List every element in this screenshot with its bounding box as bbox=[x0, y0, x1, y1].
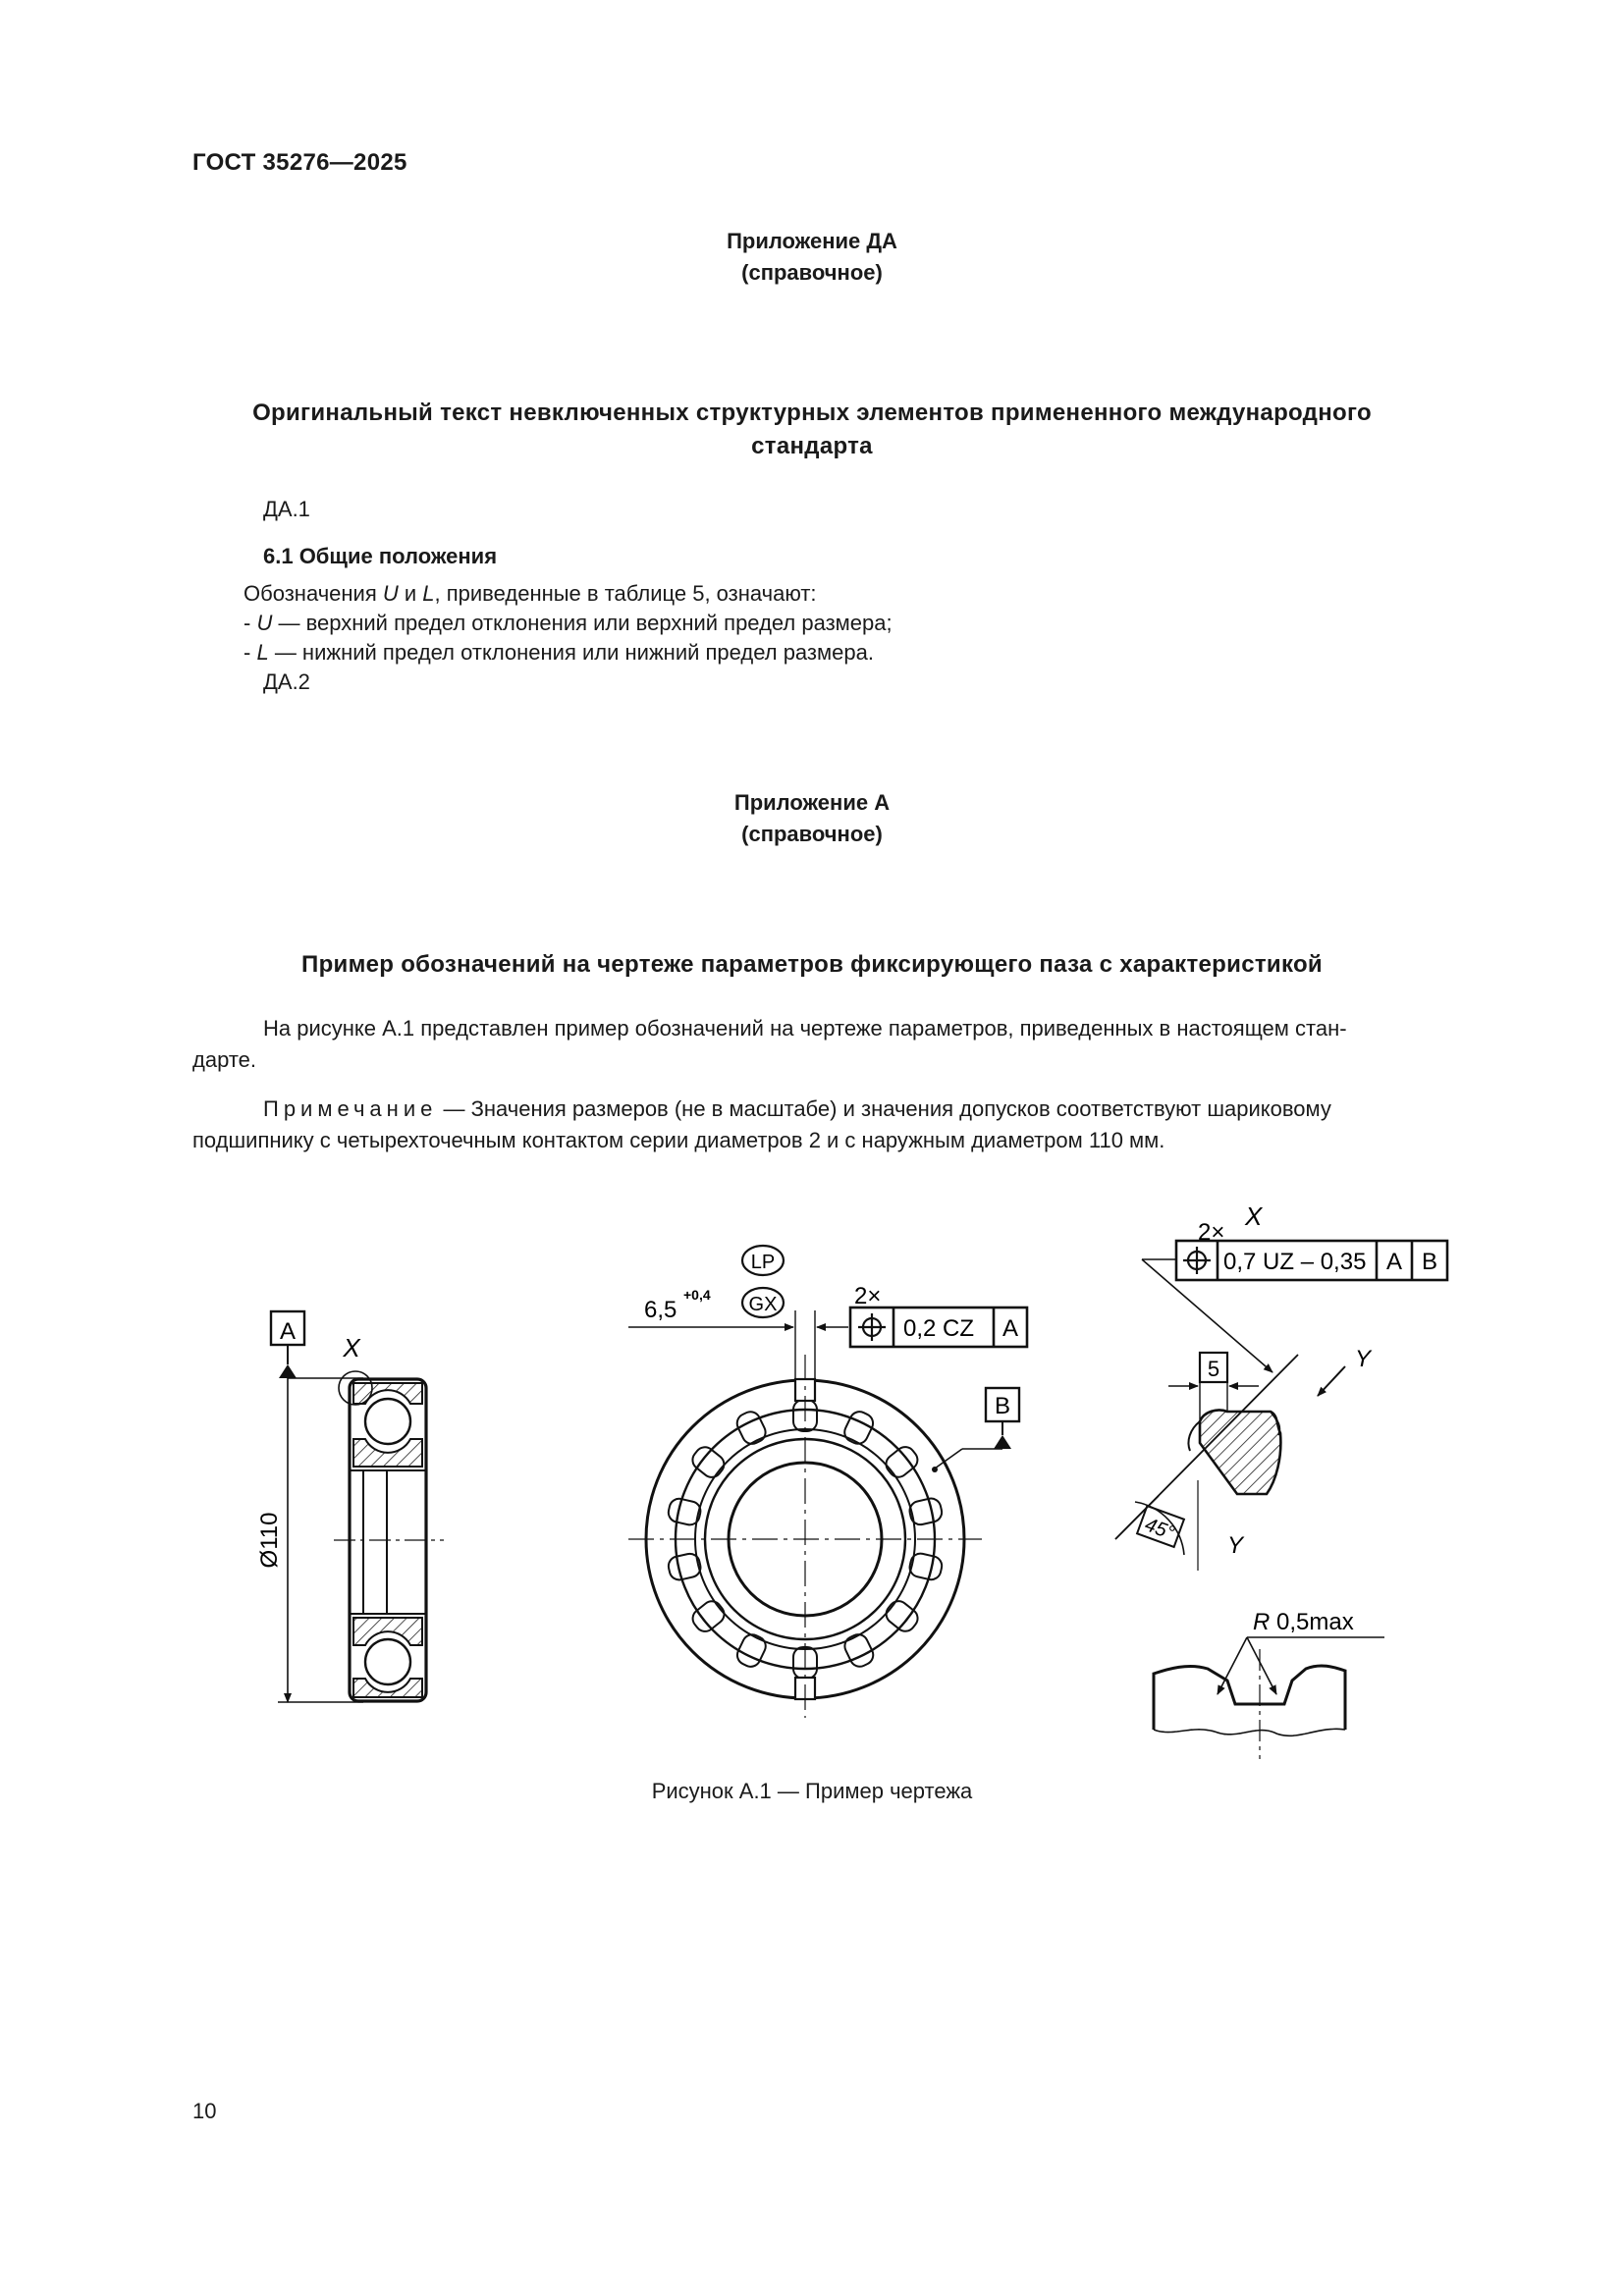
radius-detail-view bbox=[1154, 1637, 1384, 1759]
dash: - bbox=[244, 611, 257, 635]
section-6-1-title: 6.1 Общие положения bbox=[263, 544, 498, 568]
intro-text-b: и bbox=[398, 581, 423, 606]
note-label: Примечание bbox=[263, 1096, 438, 1121]
detail-tolerance-value: 0,7 UZ – 0,35 bbox=[1223, 1249, 1367, 1275]
definition-l-text: — нижний предел отклонения или нижний предел размера. bbox=[268, 640, 874, 665]
detail-count-2x: 2× bbox=[1198, 1219, 1225, 1246]
detail-x-label: X bbox=[343, 1333, 360, 1362]
datum-triangle-icon bbox=[279, 1364, 297, 1378]
var-l: L bbox=[256, 640, 269, 665]
groove-profile bbox=[1154, 1666, 1345, 1730]
intro-text-c: , приведенные в таблице 5, означают: bbox=[434, 581, 817, 606]
ball-top bbox=[365, 1399, 410, 1444]
item-da2: ДА.2 bbox=[263, 669, 310, 694]
note-line: подшипнику с четырехточечным контактом серии диаметров 2 и с наружным диаметром 110 мм. bbox=[192, 1128, 1165, 1152]
angle-45-value: 45° bbox=[1141, 1514, 1177, 1545]
dim-5-value: 5 bbox=[1207, 1357, 1220, 1381]
section-y-top: Y bbox=[1355, 1346, 1372, 1372]
annex-da-heading-line2: стандарта bbox=[751, 433, 873, 459]
position-tolerance-value: 0,2 CZ bbox=[903, 1315, 975, 1342]
annex-da-title: Приложение ДА bbox=[727, 229, 897, 253]
datum-a-label: A bbox=[279, 1318, 297, 1345]
detail-datum-b-ref: B bbox=[1421, 1249, 1438, 1275]
annex-a-title: Приложение А bbox=[733, 790, 891, 815]
var-u: U bbox=[256, 611, 273, 635]
paragraph-line: На рисунке А.1 представлен пример обозначений на чертеже параметров, приведенных в настоящем стан- bbox=[263, 1016, 1347, 1041]
var-u: U bbox=[382, 581, 399, 606]
chamfer-section bbox=[1200, 1410, 1280, 1494]
datum-triangle-icon bbox=[994, 1435, 1011, 1449]
note-text: — Значения размеров (не в масштабе) и значения допусков соответствуют шариковому bbox=[437, 1096, 1331, 1121]
annex-da-subtitle: (справочное) bbox=[741, 260, 883, 285]
radius-r: R bbox=[1253, 1609, 1271, 1635]
slot-width-tolerance: +0,4 bbox=[683, 1287, 711, 1303]
annex-a-heading: Пример обозначений на чертеже параметров фиксирующего паза с характеристикой bbox=[301, 951, 1323, 978]
detail-x-title: X bbox=[1245, 1201, 1263, 1231]
dash: - bbox=[244, 640, 257, 665]
page-number: 10 bbox=[192, 2099, 217, 2123]
datum-a-ref: A bbox=[1001, 1315, 1019, 1342]
count-2x-label: 2× bbox=[854, 1283, 882, 1309]
datum-b-label: B bbox=[994, 1393, 1011, 1419]
annex-da-heading-line1: Оригинальный текст невключенных структурных элементов примененного международного bbox=[252, 400, 1372, 426]
intro-text-a: Обозначения bbox=[244, 581, 383, 606]
section-y-bottom: Y bbox=[1227, 1532, 1244, 1559]
bearing-section-view bbox=[271, 1311, 444, 1702]
lp-label: LP bbox=[750, 1252, 776, 1273]
definition-u-text: — верхний предел отклонения или верхний предел размера; bbox=[272, 611, 893, 635]
document-id: ГОСТ 35276—2025 bbox=[192, 149, 407, 176]
var-l: L bbox=[422, 581, 435, 606]
item-da1: ДА.1 bbox=[263, 497, 310, 521]
gx-label: GX bbox=[748, 1294, 778, 1315]
detail-datum-a-ref: A bbox=[1385, 1249, 1403, 1275]
annex-a-subtitle: (справочное) bbox=[741, 822, 883, 846]
radius-label bbox=[1253, 1609, 1354, 1635]
figure-caption: Рисунок А.1 — Пример чертежа bbox=[651, 1779, 973, 1803]
diameter-label: Ø110 bbox=[256, 1512, 283, 1569]
radius-value: 0,5max bbox=[1270, 1609, 1354, 1635]
paragraph-line: дарте. bbox=[192, 1047, 257, 1072]
slot-width-value: 6,5 bbox=[644, 1297, 677, 1323]
ball-bottom bbox=[365, 1639, 410, 1684]
